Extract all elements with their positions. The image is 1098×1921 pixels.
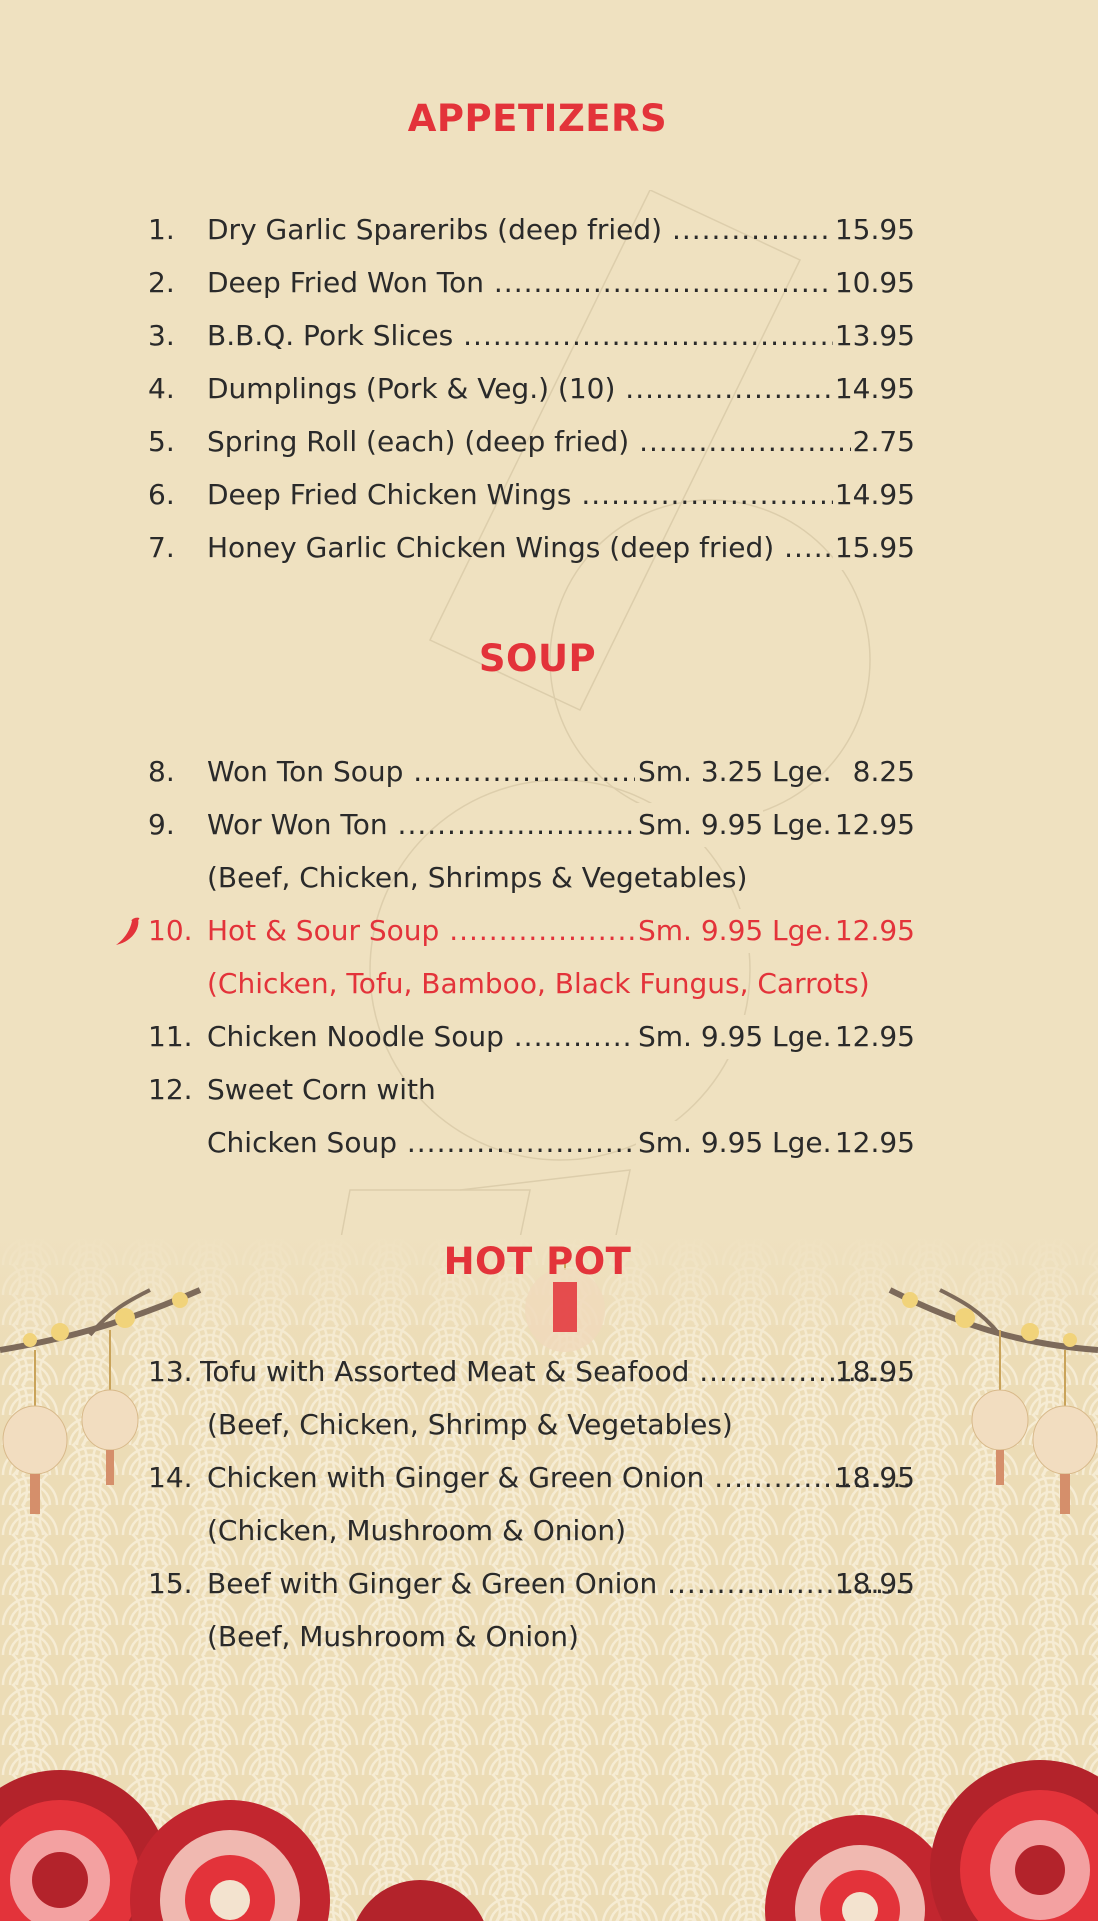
item-price-large: 12.95 — [834, 914, 915, 947]
item-price: 2.75 — [851, 420, 915, 464]
item-number: 14. — [148, 1461, 193, 1494]
menu-item — [0, 473, 1098, 517]
item-description — [0, 856, 1098, 900]
menu-item — [0, 367, 1098, 411]
item-large-label: Lge. — [772, 755, 832, 788]
item-description — [0, 962, 1098, 1006]
item-description-text: (Beef, Chicken, Shrimps & Vegetables) — [207, 861, 748, 894]
section-title-hot-pot: HOT POT — [443, 1240, 632, 1283]
item-description-text: (Chicken, Mushroom & Onion) — [207, 1514, 627, 1547]
item-number: 9. — [148, 808, 175, 841]
menu-item — [0, 420, 1098, 464]
menu-item — [0, 803, 1098, 847]
item-number: 12. — [148, 1073, 193, 1106]
item-description — [0, 1615, 1098, 1659]
chili-pepper-icon — [114, 917, 142, 947]
item-number: 3. — [148, 319, 175, 352]
menu-item — [0, 526, 1098, 570]
item-price: 15.95 — [833, 526, 915, 570]
menu-item — [0, 1350, 1098, 1394]
item-name: Hot & Sour Soup ..... — [207, 909, 635, 953]
item-name: Chicken with Ginger & Green Onion ..... — [207, 1456, 915, 1500]
item-price-large: 12.95 — [834, 1126, 915, 1159]
item-number: 11. — [148, 1020, 193, 1053]
item-price: 13.95 — [833, 314, 915, 358]
item-price-large: 12.95 — [834, 1020, 915, 1053]
item-large-label: Lge. — [772, 1020, 832, 1053]
item-name: B.B.Q. Pork Slices ..... — [207, 314, 915, 358]
item-name: Wor Won Ton ..... — [207, 803, 635, 847]
item-price: 18.95 — [834, 1461, 915, 1494]
item-name: Chicken Noodle Soup ..... — [207, 1015, 635, 1059]
item-number: 8. — [148, 755, 175, 788]
item-price-small: Sm. 9.95 — [636, 1121, 763, 1165]
item-price: 10.95 — [833, 261, 915, 305]
item-name: Dry Garlic Spareribs (deep fried) ..... — [207, 208, 915, 252]
menu-item — [0, 1456, 1098, 1500]
menu-item — [0, 750, 1098, 794]
item-name: Deep Fried Chicken Wings ..... — [207, 473, 915, 517]
item-description-text: (Beef, Mushroom & Onion) — [207, 1620, 579, 1653]
item-price: 14.95 — [833, 367, 915, 411]
item-price: 18.95 — [834, 1355, 915, 1388]
item-name: Tofu with Assorted Meat & Seafood ..... — [200, 1350, 908, 1394]
item-description — [0, 1403, 1098, 1447]
menu-item — [0, 1562, 1098, 1606]
item-number: 6. — [148, 478, 175, 511]
item-large-label: Lge. — [772, 808, 832, 841]
item-number: 13. — [148, 1355, 193, 1388]
menu-item — [0, 1068, 1098, 1112]
menu-item — [0, 208, 1098, 252]
item-name: Deep Fried Won Ton ..... — [207, 261, 915, 305]
item-price-small: Sm. 3.25 — [636, 750, 763, 794]
section-title-soup: SOUP — [478, 637, 597, 680]
item-large-label: Lge. — [772, 914, 832, 947]
section-title-appetizers: APPETIZERS — [407, 97, 668, 140]
item-name: Beef with Ginger & Green Onion ..... — [207, 1562, 915, 1606]
item-price-large: 12.95 — [834, 808, 915, 841]
item-name: Chicken Soup ..... — [207, 1121, 635, 1165]
item-name: Won Ton Soup ..... — [207, 750, 635, 794]
item-description-text: (Chicken, Tofu, Bamboo, Black Fungus, Carrots) — [207, 967, 870, 1000]
item-number: 2. — [148, 266, 175, 299]
red-clouds-decoration — [0, 1730, 1098, 1921]
item-name: Dumplings (Pork & Veg.) (10) ..... — [207, 367, 915, 411]
item-price: 14.95 — [833, 473, 915, 517]
menu-item-continued — [0, 1121, 1098, 1165]
item-description — [0, 1509, 1098, 1553]
menu-item — [0, 1015, 1098, 1059]
item-price-small: Sm. 9.95 — [636, 1015, 763, 1059]
item-price-small: Sm. 9.95 — [636, 909, 763, 953]
item-price: 18.95 — [834, 1567, 915, 1600]
item-name: Honey Garlic Chicken Wings (deep fried) ..... — [207, 526, 915, 570]
item-price: 15.95 — [833, 208, 915, 252]
menu-item — [0, 261, 1098, 305]
item-name-line1: Sweet Corn with — [207, 1073, 436, 1106]
item-price-small: Sm. 9.95 — [636, 803, 763, 847]
item-number: 5. — [148, 425, 175, 458]
item-price-large: 8.25 — [852, 755, 915, 788]
item-number: 15. — [148, 1567, 193, 1600]
item-name: Spring Roll (each) (deep fried) ..... — [207, 420, 915, 464]
menu-item — [0, 314, 1098, 358]
item-description-text: (Beef, Chicken, Shrimp & Vegetables) — [207, 1408, 733, 1441]
item-large-label: Lge. — [772, 1126, 832, 1159]
item-number: 4. — [148, 372, 175, 405]
item-number: 1. — [148, 213, 175, 246]
menu-item-spicy — [0, 909, 1098, 953]
item-number: 7. — [148, 531, 175, 564]
item-number: 10. — [148, 914, 193, 947]
